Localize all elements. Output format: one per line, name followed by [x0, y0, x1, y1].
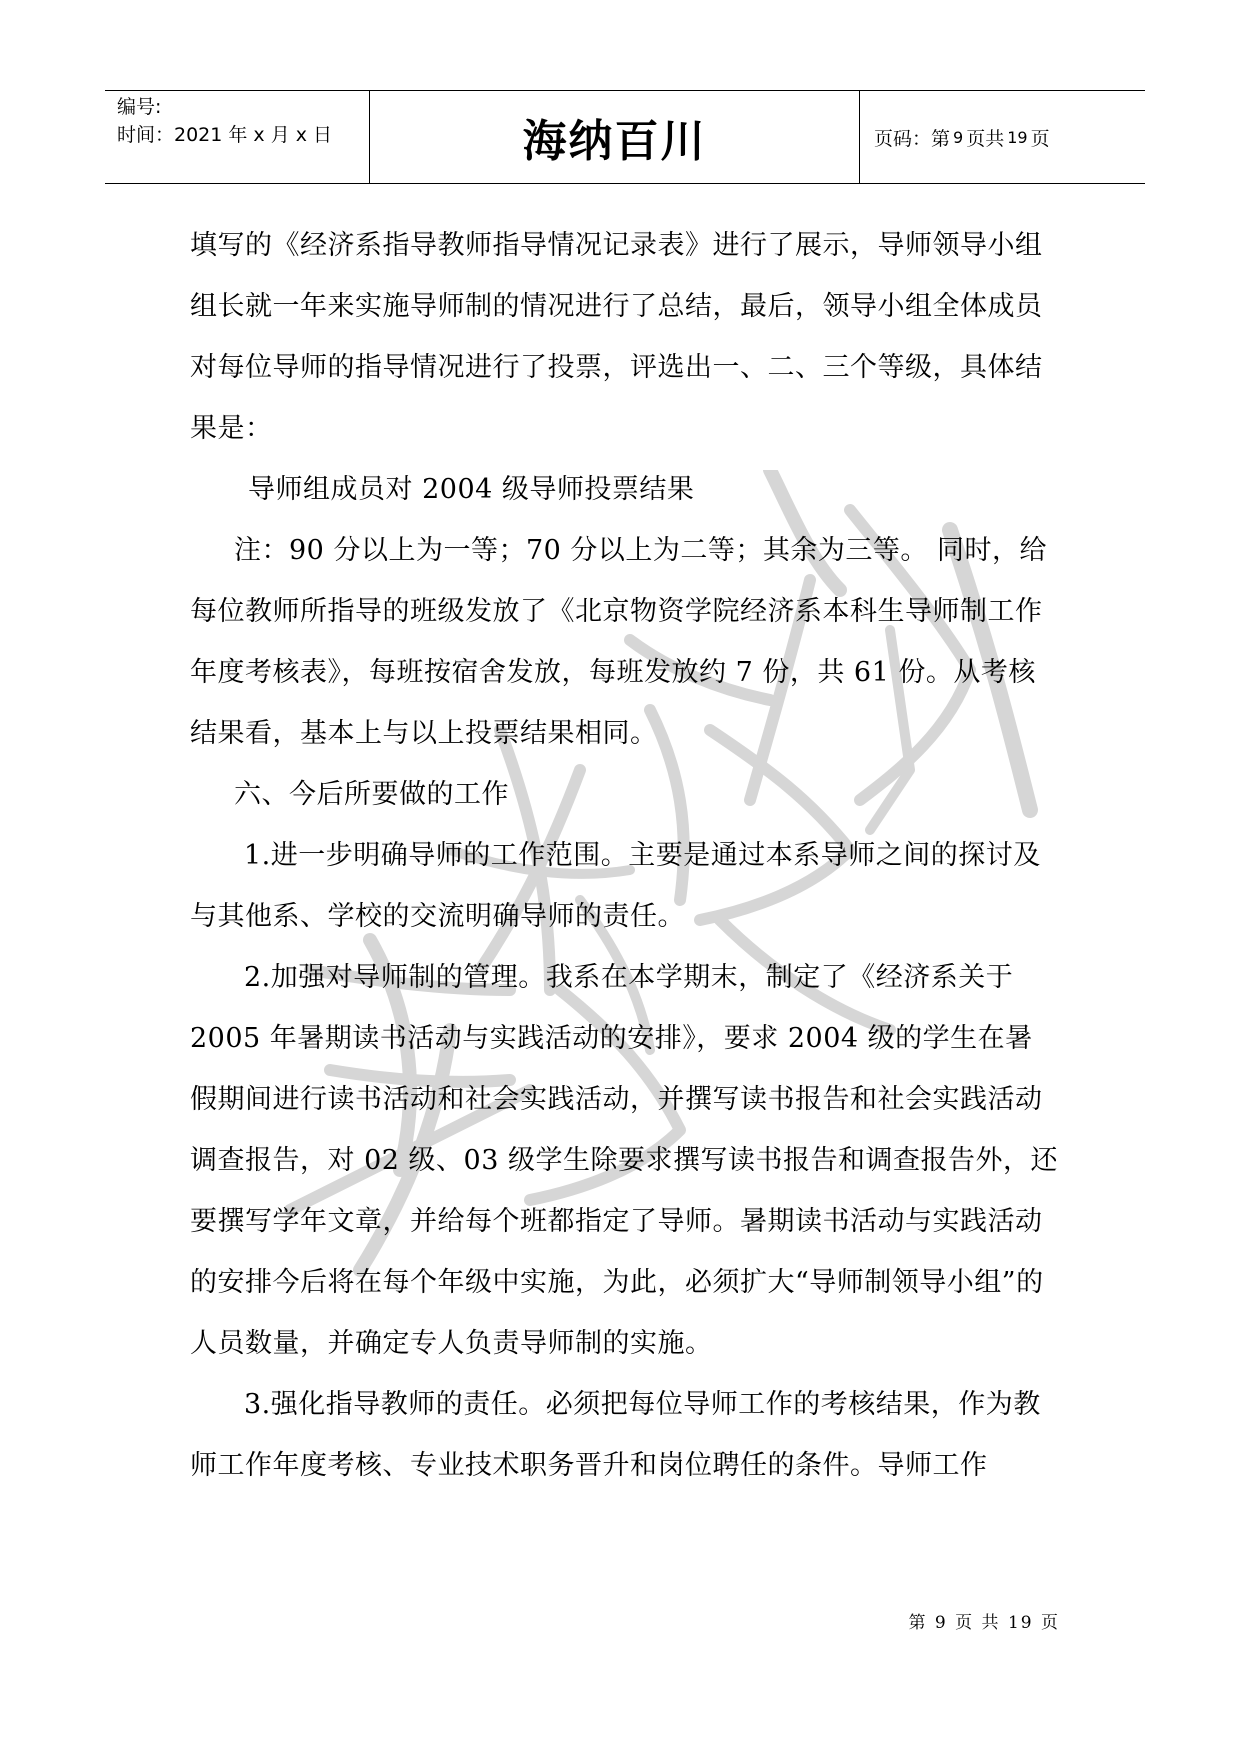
paragraph-vote-title: 导师组成员对 2004 级导师投票结果 — [248, 474, 695, 505]
header-title: 海纳百川 — [370, 91, 860, 183]
header-page-total: 19 — [1007, 127, 1028, 147]
header-page-current: 9 — [953, 127, 964, 147]
document-header — [105, 90, 1145, 184]
header-page-suffix: 页 — [1030, 127, 1050, 150]
paragraph-item-3: 3.强化指导教师的责任。必须把每位导师工作的考核结果，作为教师工作年度考核、专业技术职务晋升和岗位聘任的条件。导师工作 — [190, 1389, 1041, 1481]
header-time-label: 时间：2021 年 x 月 x 日 — [117, 124, 333, 146]
paragraph-note: 注：90 分以上为一等；70 分以上为二等；其余为三等。 同时，给每位教师所指导的班级发放了《北京物资学院经济系本科生导师制工作年度考核表》，每班按宿舍发放，每班发放约 7 份，共 61 份。从考核结果看，基本上与以上投票结果相同。 — [190, 535, 1047, 749]
document-body — [190, 215, 1060, 1496]
section-heading-six: 六、今后所要做的工作 — [234, 779, 509, 810]
paragraph-1: 填写的《经济系指导教师指导情况记录表》进行了展示，导师领导小组组长就一年来实施导师制的情况进行了总结，最后，领导小组全体成员对每位导师的指导情况进行了投票，评选出一、二、三个等级，具体结果是： — [190, 230, 1043, 444]
paragraph-item-1: 1.进一步明确导师的工作范围。主要是通过本系导师之间的探讨及与其他系、学校的交流明确导师的责任。 — [190, 840, 1041, 932]
header-number-label: 编号: — [117, 96, 162, 118]
header-page-mid: 页共 — [966, 127, 1005, 150]
page-footer: 第 9 页 共 19 页 — [908, 1613, 1060, 1633]
header-page-info — [860, 91, 1145, 183]
paragraph-item-2: 2.加强对导师制的管理。我系在本学期末，制定了《经济系关于 2005 年暑期读书活动与实践活动的安排》，要求 2004 级的学生在暑假期间进行读书活动和社会实践活动，并撰写读书报告和社会实践活动调查报告，对 02 级、03 级学生除要求撰写读书报告和调查报告外，还要撰写学年文章，并给每个班都指定了导师。暑期读书活动与实践活动的安排今后将在每个年级中实施，为此，必须扩大“导师制领导小组”的人员数量，并确定专人负责导师制的实施。 — [190, 962, 1058, 1359]
header-meta — [105, 91, 370, 183]
header-page-prefix: 页码：第 — [874, 127, 951, 150]
